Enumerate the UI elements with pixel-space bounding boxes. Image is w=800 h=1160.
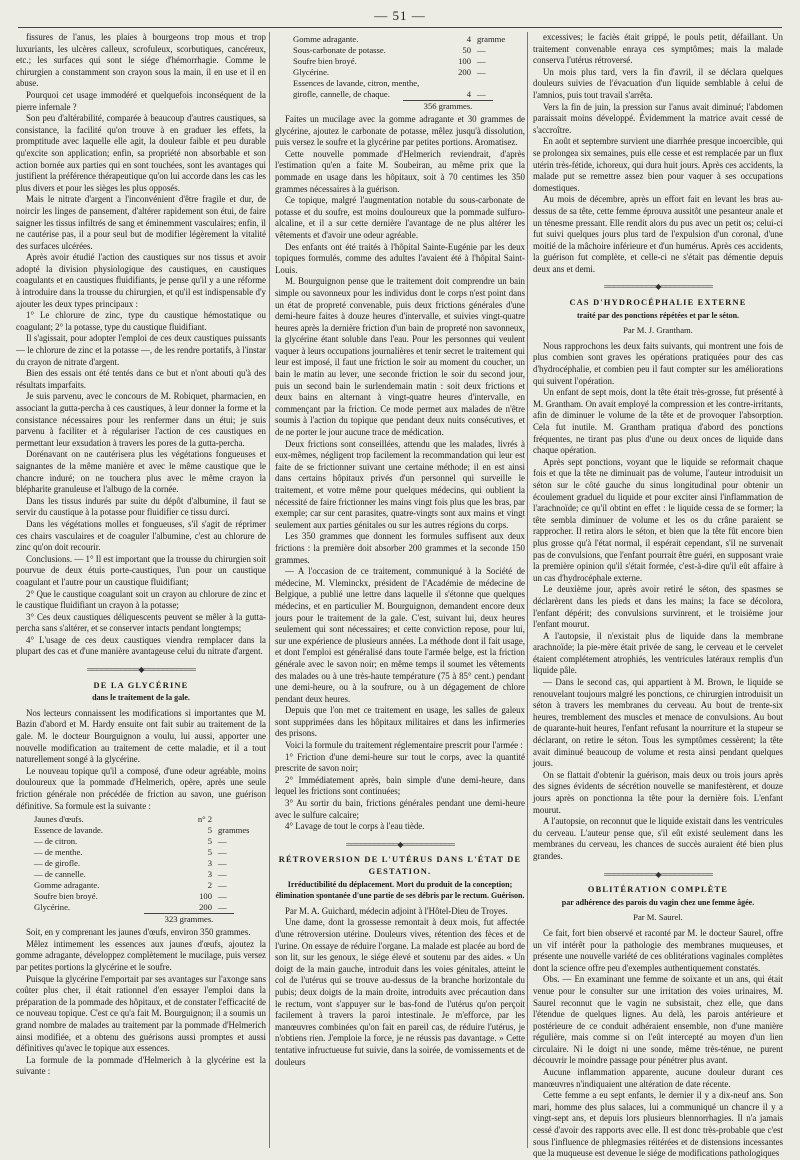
paragraph: Je suis parvenu, avec le concours de M. Robiquet, pharmacien, en associant la gutta-percha à ces caustiques, à leur donner la forme et la consistance nécessaires pour les renfermer dans un étui; je suis parvenu à faciliter et à régulariser l'action de ces caustiques en permettant leur exsudation à travers les pores de la gutta-percha. bbox=[16, 391, 266, 448]
paragraph: Ce fait, fort bien observé et raconté par M. le docteur Saurel, offre un vif intérêt pour la pathologie des membranes muqueuses, et présente une nouvelle variété de ces oblitérations vaginales complètes dont la science offre peu d'exemples authentiquement constatés. bbox=[533, 927, 783, 973]
ingredient-amount: 200 bbox=[458, 67, 471, 77]
paragraph: Nous rapprochons les deux faits suivants, qui montrent une fois de plus combien sont graves les opérations pratiquées pour des cas d'hydrocéphalie, et combien peu il faut compter sur les améliorations qui suivent l'opération. bbox=[533, 340, 783, 386]
ingredient-unit: — bbox=[477, 89, 486, 99]
section-author: Par M. Saurel. bbox=[633, 912, 683, 923]
paragraph: 3° Au sortir du bain, frictions générales pendant une demi-heure avec le sulfure calcaire; bbox=[275, 798, 525, 820]
paragraph: 3° Ces deux caustiques déliquescents peuvent se mêler à la gutta-percha sans s'altérer, et se conserver intacts pendant longtemps; bbox=[16, 611, 266, 634]
formula-row bbox=[34, 836, 266, 847]
formula-row bbox=[34, 880, 266, 891]
paragraph: 4° L'usage de ces deux caustiques viendra remplacer dans la plupart des cas et d'une manière avantageuse celui du nitrate d'argent. bbox=[16, 634, 266, 657]
formula-row bbox=[34, 847, 266, 858]
paragraph: Voici la formule du traitement réglementaire prescrit pour l'armée : bbox=[285, 740, 523, 751]
ingredient-name: — de cannelle. bbox=[34, 869, 86, 880]
formula-table bbox=[34, 814, 266, 925]
ingredient-amount: 4 bbox=[466, 34, 471, 44]
ingredient-amount: 100 bbox=[199, 891, 212, 902]
ingredient-name: Soufre bien broyé. bbox=[34, 891, 98, 902]
paragraph: — A l'occasion de ce traitement, communiqué à la Société de médecine, M. Vleminckx, président de l'Académie de médecine de Belgique, a publié une lettre dans laquelle il s'étonne que quelques médecins, et en particulier M. Bourguignon, demandent encore deux jours pour le traitement de la gale. C'est, suivant lui, deux heures seulement qui sont nécessaires; et cette conviction repose, pour lui, sur une expérience de plusieurs années. La méthode dont il fait usage, et dont l'emploi est généralisé dans toute l'armée belge, est la friction générale avec le savon noir; en même temps il soumet les vêtements des malades ou à une très-haute température (75 à 85° cent.) pendant une demi-heure, ou à la soufrure, ou à un dégagement de chlore pendant deux heures. bbox=[275, 566, 525, 704]
ingredient-name: Glycérine. bbox=[293, 67, 330, 77]
column-3 bbox=[533, 32, 783, 1159]
ingredient-name: Gomme adragante. bbox=[293, 34, 359, 44]
paragraph: Après avoir étudié l'action des caustiques sur nos tissus et avoir adopté la division physiologique des caustiques, en caustiques coagulants et en caustiques fluidifiants, je pense qu'il y a une réforme à introduire dans la trousse du chirurgien, et qu'il est indispensable d'y ajouter les deux types principaux : bbox=[16, 252, 266, 309]
paragraph: Dans les végétations molles et fongueuses, s'il s'agit de réprimer ces chairs vasculaires et de coaguler l'albumine, c'est au chlorure de zinc qu'on doit recourir. bbox=[16, 518, 266, 553]
ingredient-name: Jaunes d'œufs. bbox=[34, 814, 84, 825]
header-rule bbox=[18, 27, 782, 28]
formula-row bbox=[34, 858, 266, 869]
paragraph: excessives; le faciès était grippé, le pouls petit, défaillant. Un traitement convenable enraya ces symptômes; mais la malade conserva l'utérus rétroversé. bbox=[533, 32, 783, 66]
ingredient-name: — de citron. bbox=[34, 836, 78, 847]
paragraph: En août et septembre survient une diarrhée presque incoercible, qui se prolongea six semaines, puis elle cesse et est remplacée par un flux utérin très-fétide, ichoreux, qui dura huit jours. Après ces accidents, la malade put se remettre assez bien pour vaquer à ses occupations domestiques. bbox=[533, 136, 783, 193]
ingredient-unit: grammes bbox=[218, 825, 250, 836]
ingredient-unit: — bbox=[218, 847, 227, 858]
ingredient-unit: — bbox=[218, 836, 227, 847]
paragraph: Cette femme a eu sept enfants, le dernier il y a dix-neuf ans. Son mari, homme des plus salaces, lui a communiqué un chancre il y a vingt-sept ans, et depuis lors plusieurs blennorrhagies. Il n'a jamais cessé d'avoir des rapports avec elle. Il est donc très-probable que c'est sous l'influence de phlegmasies réitérées et de distensions incessantes que la muqueuse est devenue le siége de modifications pathologiques bbox=[533, 1090, 783, 1159]
ingredient-name: — de girofle. bbox=[34, 858, 81, 869]
paragraph: Puisque la glycérine l'emportait par ses avantages sur l'axonge sans coûter plus cher, il était rationnel d'en essayer l'emploi dans la préparation de la pommade des hôpitaux, et de constater l'efficacité de ce nouveau topique. C'est ce qu'a fait M. Bourguignon; il a soumis un grand nombre de malades au traitement par la pommade d'Helmerich ainsi modifiée, et a obtenu des guérisons aussi promptes et aussi définitives qu'avec le topique aux essences. bbox=[16, 973, 266, 1054]
formula-total: 356 grammes. bbox=[403, 100, 493, 112]
column-rule bbox=[527, 32, 528, 1148]
paragraph: fissures de l'anus, les plaies à bourgeons trop mous et trop luxuriants, les ulcères calleux, scrofuleux, scorbutiques, cancéreux, etc.; les surfaces qui sont le siége d'hémorrhagie. Comme le chirurgien a constamment son crayon sous la main, il en use et il en abuse. bbox=[16, 32, 266, 89]
ingredient-amount: 200 bbox=[199, 902, 212, 913]
ingredient-amount: 5 bbox=[207, 836, 212, 847]
ingredient-amount: 5 bbox=[207, 847, 212, 858]
ingredient-name: Glycérine. bbox=[34, 902, 71, 913]
section-ornament: ═══════════◆═══════════ bbox=[87, 665, 195, 675]
section-title: CAS D'HYDROCÉPHALIE EXTERNE bbox=[569, 298, 747, 308]
formula-row bbox=[293, 78, 525, 89]
ingredient-name: Sous-carbonate de potasse. bbox=[293, 45, 386, 55]
formula-table bbox=[293, 34, 525, 112]
ingredient-amount: 50 bbox=[462, 45, 471, 55]
ingredient-amount: 3 bbox=[207, 869, 212, 880]
ingredient-unit: — bbox=[477, 56, 486, 66]
section-subtitle: par adhérence des parois du vagin chez une femme âgée. bbox=[561, 897, 755, 907]
ingredient-unit bbox=[212, 814, 266, 825]
section-author: Par M. J. Grantham. bbox=[623, 325, 693, 336]
formula-total: 323 grammes. bbox=[144, 913, 234, 925]
ingredient-amount: 4 bbox=[466, 89, 471, 99]
paragraph: Depuis que l'on met ce traitement en usage, les salles de galeux sont supprimées dans les hôpitaux militaires et dans les infirmeries des prisons. bbox=[275, 705, 525, 739]
section-subtitle: traité par des ponctions répétées et par le séton. bbox=[576, 310, 740, 320]
ingredient-name: Gomme adragante. bbox=[34, 880, 100, 891]
paragraph: Les 350 grammes que donnent les formules suffisent aux deux frictions : la première doit absorber 200 grammes et la seconde 150 grammes. bbox=[275, 531, 525, 565]
column-1 bbox=[16, 32, 266, 1152]
paragraph: Cette nouvelle pommade d'Helmerich reviendrait, d'après l'estimation qu'en a faite M. Soubeiran, au même prix que la pommade en usage dans les hôpitaux, soit à 70 centimes les 350 grammes nécessaires à la guérison. bbox=[275, 148, 525, 194]
section-title: OBLITÉRATION COMPLÈTE bbox=[587, 885, 729, 895]
paragraph: A l'autopsie, on reconnut que le liquide existait dans les ventricules du cerveau. L'auteur pense que, s'il eût existé seulement dans les membranes du cerveau, les chances de succès auraient été bien plus grandes. bbox=[533, 816, 783, 861]
formula-row bbox=[34, 869, 266, 880]
formula-row bbox=[293, 45, 525, 56]
paragraph: Une dame, dont la grossesse remontait à deux mois, fut affectée d'une rétroversion utérine. Douleurs vives, rétention des fèces et de l'urine. On essaye de réduire l'organe. La malade est placée au bord de son lit, sur les genoux, le siége élevé et soutenu par des aides. « Un doigt de la main gauche, introduit dans les voies génitales, atteint le col de l'utérus qui se trouve au-dessus de la branche horizontale du pubis; deux doigts de la main droite, introduits avec précaution dans le rectum, vont s'appuyer sur le bas-fond de l'utérus qu'on perçoit facilement à travers la paroi intestinale. Je m'efforce, par les manœuvres combinées qu'on fait en pareil cas, de réduire l'utérus, je n'obtiens rien. J'emploie la force, je ne réussis pas davantage. » Cette tentative infructueuse fut suivie, dans la soirée, de vomissements et de douleurs bbox=[275, 917, 525, 1067]
column-2 bbox=[275, 32, 525, 1152]
ingredient-amount: 100 bbox=[458, 56, 471, 66]
ingredient-name: Essences de lavande, citron, menthe, bbox=[293, 78, 420, 88]
ingredient-amount: 5 bbox=[207, 825, 212, 836]
paragraph: Pourquoi cet usage immodéré et quelquefois inconséquent de la pierre infernale ? bbox=[16, 89, 266, 112]
ingredient-unit: — bbox=[218, 869, 227, 880]
ingredient-amount: 2 bbox=[207, 880, 212, 891]
ingredient-amount: n° 2 bbox=[197, 814, 212, 825]
paragraph: 4° Lavage de tout le corps à l'eau tiède. bbox=[285, 821, 425, 832]
paragraph: Conclusions. — 1° Il est important que la trousse du chirurgien soit pourvue de deux étuis porte-caustiques, l'un pour un caustique coagulant et l'autre pour un caustique fluidifiant; bbox=[16, 553, 266, 587]
paragraph: Nos lecteurs connaissent les modifications si importantes que M. Bazin d'abord et M. Hardy ensuite ont fait subir au traitement de la gale. M. le docteur Bourguignon a voulu, lui aussi, apporter une nouvelle modification au traitement de cette maladie, et il a tout naturellement songé à la glycérine. bbox=[16, 707, 266, 765]
paragraph: Il s'agissait, pour adopter l'emploi de ces deux caustiques puissants — le chlorure de zinc et la potasse —, de les rendre portatifs, à l'instar du crayon de nitrate d'argent. bbox=[16, 333, 266, 367]
paragraph: Le deuxième jour, après avoir retiré le séton, des spasmes se déclarèrent dans les pieds et dans les mains; la face se décolora, l'enfant dépérit; des convulsions survinrent, et le troisième jour l'enfant mourut. bbox=[533, 584, 783, 630]
ingredient-unit: — bbox=[218, 880, 227, 891]
paragraph: Deux frictions sont conseillées, attendu que les malades, livrés à eux-mêmes, négligent trop facilement la recommandation qui leur est faite de se frictionner suivant une certaine méthode; il en est ainsi dans certains hôpitaux privés d'un personnel qui surveille le traitement, et votre même pour quelques médecins, qui oublient la nécessité de faire frictionner les mains vingt fois plus que les bras, par exemple; car sur cent parasites, quatre-vingts sont aux mains et vingt seulement aux parties génitales ou sur les autres régions du corps. bbox=[275, 438, 525, 530]
paragraph: Bien des essais ont été tentés dans ce but et n'ont abouti qu'à des résultats imparfaits. bbox=[16, 368, 266, 390]
formula-row bbox=[293, 56, 525, 67]
ingredient-name: girofle, cannelle, de chaque. bbox=[293, 89, 390, 99]
page-number: — 51 — bbox=[374, 8, 426, 23]
paragraph: 1° Friction d'une demi-heure sur tout le corps, avec la quantité prescrite de savon noir; bbox=[275, 751, 525, 774]
paragraph: Dorénavant on ne cautérisera plus les végétations fongueuses et saignantes de la même manière et avec le même caustique que le chancre induré; on ne touchera plus avec le même crayon la blépharite granuleuse et l'albugo de la cornée. bbox=[16, 449, 266, 495]
ingredient-unit: — bbox=[477, 67, 486, 77]
paragraph: Après sept ponctions, voyant que le liquide se reformait chaque fois et que la tête ne diminuait pas de volume, l'auteur introduisit un séton sur le côté gauche du sinus longitudinal pour obtenir un écoulement graduel du liquide et pour exciter ainsi l'inflammation de l'arachnoïde; ce qu'il obtint en effet : le liquide cessa de se former; la tête sembla diminuer de volume et les os du crâne paraient se rapprocher. Il retira alors le séton, et bien que la tête fût encore bien plus grosse qu'à l'état normal, il espérait cependant, s'il ne survenait pas de convulsions, que l'enfant pourrait être guéri, en supposant vraie la première opinion qu'il s'était formée, c'est-à-dire qu'il eût affaire à un cas d'hydrocéphale externe. bbox=[533, 456, 783, 583]
paragraph: Vers la fin de juin, la pression sur l'anus avait diminué; l'abdomen paraissait moins développé. Évidemment la matrice avait cessé de s'accroître. bbox=[533, 101, 783, 135]
paragraph: 1° Le chlorure de zinc, type du caustique hémostatique ou coagulant; 2° la potasse, type du caustique fluidifiant. bbox=[16, 310, 266, 332]
paragraph: On se flattait d'obtenir la guérison, mais deux ou trois jours après des signes évidents de sécrétion nouvelle se manifestèrent, et douze jours après on ponctionna la tête pour la dernière fois. L'enfant mourut. bbox=[533, 769, 783, 815]
paragraph: Obs. — En examinant une femme de soixante et un ans, qui était venue pour le consulter sur une irritation des voies urinaires, M. Saurel reconnut que le vagin ne subsistait, chez elle, que dans l'étendue de quelques lignes. Au delà, les parois antérieure et postérieure de ce conduit adhéraient ensemble, non d'une manière régulière, mais comme si on l'eût intercepté au moyen d'un lien circulaire. Ni le doigt ni une sonde, même très-ténue, ne purent découvrir le moindre passage pour pénétrer plus avant. bbox=[533, 974, 783, 1066]
ingredient-unit: — bbox=[477, 45, 486, 55]
ingredient-unit: — bbox=[218, 858, 227, 869]
paragraph: 2° Que le caustique coagulant soit un crayon au chlorure de zinc et le caustique fluidifiant un crayon à la potasse; bbox=[16, 588, 266, 611]
paragraph: Des enfants ont été traités à l'hôpital Sainte-Eugénie par les deux topiques formulés, comme des adultes l'avaient été à l'hôpital Saint-Louis. bbox=[275, 241, 525, 275]
section-subtitle: Irréductibilité du déplacement. Mort du produit de la conception; élimination spontanée d'une partie de ses débris par le rectum. Guérison. bbox=[275, 879, 525, 901]
formula-row bbox=[34, 891, 266, 902]
formula-row bbox=[34, 902, 266, 913]
section-ornament: ═══════════◆═══════════ bbox=[346, 839, 454, 849]
paragraph: La formule de la pommade d'Helmerich à la glycérine est la suivante : bbox=[16, 1054, 266, 1077]
paragraph: Aucune inflammation apparente, aucune douleur durant ces manœuvres n'indiquaient une altération de date récente. bbox=[533, 1067, 783, 1089]
formula-row bbox=[293, 89, 525, 100]
formula-row bbox=[293, 34, 525, 45]
section-subtitle: dans le traitement de la gale. bbox=[92, 693, 190, 703]
ingredient-unit: — bbox=[218, 902, 227, 913]
formula-row bbox=[34, 825, 266, 836]
paragraph: Ce topique, malgré l'augmentation notable du sous-carbonate de potasse et du soufre, est moins douloureux que la pommade sulfuro-alcaline, et il a sur cette dernière l'avantage de ne plus altérer les vêtements et d'avoir une odeur agréable. bbox=[275, 195, 525, 240]
paragraph: Un mois plus tard, vers la fin d'avril, il se déclara quelques douleurs suivies de l'évacuation d'un liquide semblable à celui de l'amnios, puis tout travail s'arrêta. bbox=[533, 66, 783, 100]
formula-row bbox=[293, 67, 525, 78]
column-rule bbox=[269, 32, 270, 1148]
paragraph: Par M. A. Guichard, médecin adjoint à l'Hôtel-Dieu de Troyes. bbox=[285, 905, 508, 916]
paragraph: — Dans le second cas, qui appartient à M. Brown, le liquide se renouvelant toujours malgré les ponctions, ce chirurgien introduisit un séton à travers les membranes du cerveau. Au bout de trente-six heures, tremblement des muscles et menace de convulsions. Au bout de quarante-huit heures, l'enfant refusant la nourriture et la stupeur se déclarant, on retire le séton. Tous les symptômes cessèrent; la tête avait diminué beaucoup de volume et resta ainsi pendant quelques jours. bbox=[533, 677, 783, 769]
ingredient-name: Soufre bien broyé. bbox=[293, 56, 357, 66]
paragraph: Un enfant de sept mois, dont la tête était très-grosse, fut présenté à M. Grantham. On avait employé la compression et les contre-irritants, afin de diminuer le volume de la tête et de provoquer l'absorption. Cela fut inutile. M. Grantham pratiqua d'abord des ponctions fréquentes, ne tirant pas plus d'une ou deux onces de liquide dans chaque opération. bbox=[533, 387, 783, 456]
paragraph: Son peu d'altérabilité, comparée à beaucoup d'autres caustiques, sa consistance, la facilité qu'on trouve à en graduer les effets, la promptitude avec laquelle elle agit, la douleur faible et peu durable qu'excite son application; enfin, sa propriété non absorbable et son action bornée aux parties qui en sont touchées, sont les avantages qui justifient la préférence thérapeutique qu'on lui accorde dans les cas les plus divers et pour les sièges les plus opposés. bbox=[16, 113, 266, 193]
ingredient-amount bbox=[433, 78, 471, 89]
ingredient-unit: gramme bbox=[477, 34, 506, 44]
ingredient-name: Essence de lavande. bbox=[34, 825, 103, 836]
formula-row bbox=[34, 814, 266, 825]
section-title: DE LA GLYCÉRINE bbox=[93, 680, 189, 690]
paragraph: Le nouveau topique qu'il a composé, d'une odeur agréable, moins douloureux que la pommade d'Helmerich, opère, après une seule friction générale non précédée de friction au savon, une guérison définitive. Sa formule est la suivante : bbox=[16, 765, 266, 811]
section-ornament: ═══════════◆═══════════ bbox=[604, 282, 712, 292]
section-title: RÉTROVERSION DE L'UTÉRUS DANS L'ÉTAT DE GESTATION. bbox=[278, 855, 522, 876]
paragraph: A l'autopsie, il n'existait plus de liquide dans la membrane arachnoïde; la pie-mère était privée de sang, le cerveau et le cervelet étaient complétement atrophiés, les ventricules latéraux remplis d'un liquide pâle. bbox=[533, 630, 783, 676]
paragraph: Mêlez intimement les essences aux jaunes d'œufs, ajoutez la gomme adragante, développez complètement le mucilage, puis versez par petites portions la glycérine et le soufre. bbox=[16, 938, 266, 972]
paragraph: Au mois de décembre, après un effort fait en levant les bras au-dessus de sa tête, cette femme éprouva aussitôt une pesanteur anale et un ténesme pressant. Elle rendit alors du pus avec un petit os; celui-ci fut suivi quelques jours plus tard de l'expulsion d'un coronal, d'une moitié de la mâchoire inférieure et d'un humérus. Après ces accidents, la guérison fut complète, et celle-ci ne s'était pas démentie depuis deux ans et demi. bbox=[533, 194, 783, 274]
ingredient-amount: 3 bbox=[207, 858, 212, 869]
paragraph: Dans les tissus indurés par suite du dépôt d'albumine, il faut se servir du caustique à la potasse pour fluidifier ce tissu durci. bbox=[16, 495, 266, 518]
paragraph: Mais le nitrate d'argent a l'inconvénient d'être fragile et dur, de noircir les linges de pansement, d'altérer rapidement son étui, de faire saigner les tissus infiltrés de sang et éminemment vasculaires; enfin, il ne cautérise pas, il a pour seul but de modifier légèrement la vitalité des surfaces ulcérées. bbox=[16, 194, 266, 251]
paragraph: 2° Immédiatement après, bain simple d'une demi-heure, dans lequel les frictions sont continuées; bbox=[275, 774, 525, 797]
paragraph: M. Bourguignon pense que le traitement doit comprendre un bain simple ou savonneux pour les individus dont le corps n'est point dans un état de propreté convenable, puis deux frictions générales d'une demi-heure faites à douze heures d'intervalle, et suivies vingt-quatre heures après la dernière friction d'un bain de propreté non savonneux, la glycérine étant soluble dans l'eau. Pour les personnes qui veulent vaquer à leurs occupations journalières et tenir secret le traitement qui leur est imposé, il faut une friction le soir au moment du coucher, un bain le matin au lever, une seconde friction le soir du second jour, puis un second bain le surlendemain matin : soit deux frictions et deux bains en alternant à vingt-quatre heures d'intervalle, en commençant par la friction. Ce mode permet aux malades de n'être soumis à l'action du topique que pendant deux nuits consécutives, et de ne porter le jour aucune trace de médication. bbox=[275, 276, 525, 438]
ingredient-unit bbox=[471, 78, 525, 89]
section-ornament: ═══════════◆═══════════ bbox=[604, 869, 712, 879]
paragraph: Faites un mucilage avec la gomme adragante et 30 grammes de glycérine, ajoutez le carbonate de potasse, mêlez jusqu'à dissolution, puis versez le soufre et la glycérine par petites portions. Aromatisez. bbox=[275, 114, 525, 148]
ingredient-name: — de menthe. bbox=[34, 847, 83, 858]
paragraph: Soit, en y comprenant les jaunes d'œufs, environ 350 grammes. bbox=[26, 927, 251, 938]
ingredient-unit: — bbox=[218, 891, 227, 902]
